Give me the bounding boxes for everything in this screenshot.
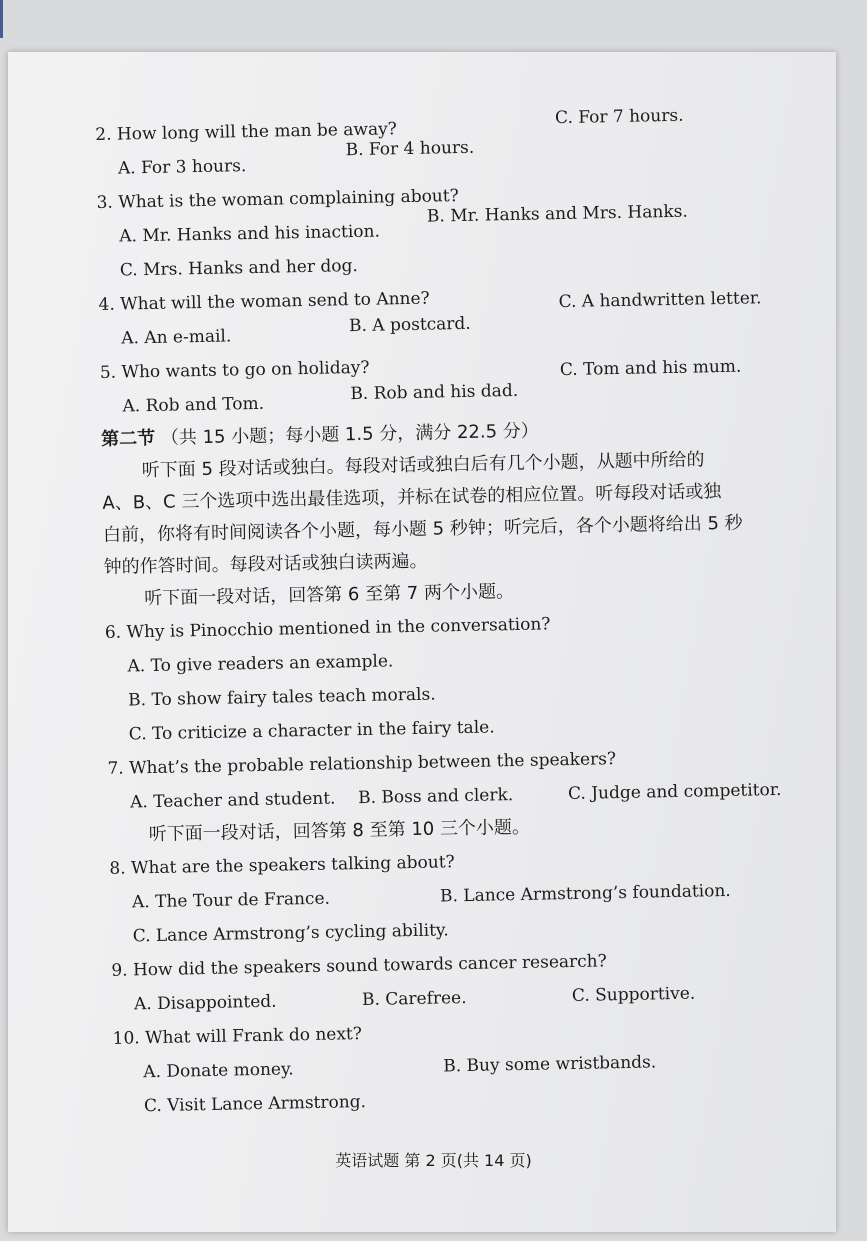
option-c: C. Mrs. Hanks and her dog.: [119, 255, 359, 281]
option-c: C. A handwritten letter.: [558, 288, 762, 313]
option-a: A. To give readers an example.: [127, 651, 394, 677]
question-text: 8. What are the speakers talking about?: [109, 852, 455, 879]
question-text: 6. Why is Pinocchio mentioned in the conversation?: [104, 614, 551, 643]
option-b: B. Buy some wristbands.: [443, 1052, 657, 1077]
instruction-line-1: 听下面 5 段对话或独白。每段对话或独白后有几个小题，从题中所给的: [141, 449, 705, 482]
question-text: 5. Who wants to go on holiday?: [99, 357, 370, 383]
option-b: B. Rob and his dad.: [350, 380, 519, 405]
option-a: A. Rob and Tom.: [122, 393, 265, 417]
question-text: 3. What is the woman complaining about?: [96, 186, 459, 213]
option-c: C. Visit Lance Armstrong.: [143, 1091, 367, 1117]
question-text: 4. What will the woman send to Anne?: [98, 288, 430, 315]
question-text: 10. What will Frank do next?: [112, 1024, 363, 1049]
option-a: A. The Tour de France.: [131, 888, 331, 913]
option-a: A. For 3 hours.: [117, 156, 247, 179]
page-footer: 英语试题 第 2 页(共 14 页): [335, 1151, 532, 1170]
question-text: 2. How long will the man be away?: [95, 119, 398, 145]
page-edge-mark: [0, 0, 3, 38]
option-b: B. A postcard.: [348, 313, 471, 337]
option-b: B. For 4 hours.: [345, 137, 475, 161]
option-a: A. Mr. Hanks and his inaction.: [119, 221, 381, 247]
option-c: C. To criticize a character in the fairy tale.: [128, 717, 495, 745]
dialog-2-instruction: 听下面一段对话，回答第 8 至第 10 三个小题。: [148, 816, 531, 846]
instruction-line-3: 白前，你将有时间阅读各个小题，每小题 5 秒钟；听完后，各个小题将给出 5 秒: [102, 512, 743, 546]
instruction-line-4: 钟的作答时间。每段对话或独白读两遍。: [103, 550, 428, 578]
instruction-line-2: A、B、C 三个选项中选出最佳选项，并标在试卷的相应位置。听每段对话或独: [102, 481, 722, 514]
option-a: A. Teacher and student.: [129, 788, 336, 813]
option-c: C. Supportive.: [571, 983, 696, 1007]
section-info: （共 15 小题；每小题 1.5 分，满分 22.5 分）: [160, 420, 539, 449]
option-a: A. Donate money.: [143, 1059, 294, 1083]
option-b: B. To show fairy tales teach morals.: [127, 684, 436, 711]
option-a: A. Disappointed.: [133, 991, 277, 1015]
option-b: B. Lance Armstrong’s foundation.: [439, 880, 731, 907]
option-b: B. Boss and clerk.: [357, 785, 514, 809]
option-c: C. Judge and competitor.: [567, 779, 782, 805]
option-b: B. Mr. Hanks and Mrs. Hanks.: [426, 201, 688, 227]
option-a: A. An e-mail.: [121, 326, 232, 349]
exam-content: [95, 105, 804, 1124]
option-b: B. Carefree.: [361, 988, 467, 1011]
option-c: C. For 7 hours.: [554, 105, 684, 129]
question-text: 9. How did the speakers sound towards cancer research?: [111, 951, 607, 981]
section-title: 第二节: [100, 427, 156, 450]
option-c: C. Lance Armstrong’s cycling ability.: [132, 920, 449, 947]
question-text: 7. What’s the probable relationship between the speakers?: [107, 749, 617, 779]
option-c: C. Tom and his mum.: [559, 356, 742, 381]
dialog-1-instruction: 听下面一段对话，回答第 6 至第 7 两个小题。: [144, 581, 515, 610]
